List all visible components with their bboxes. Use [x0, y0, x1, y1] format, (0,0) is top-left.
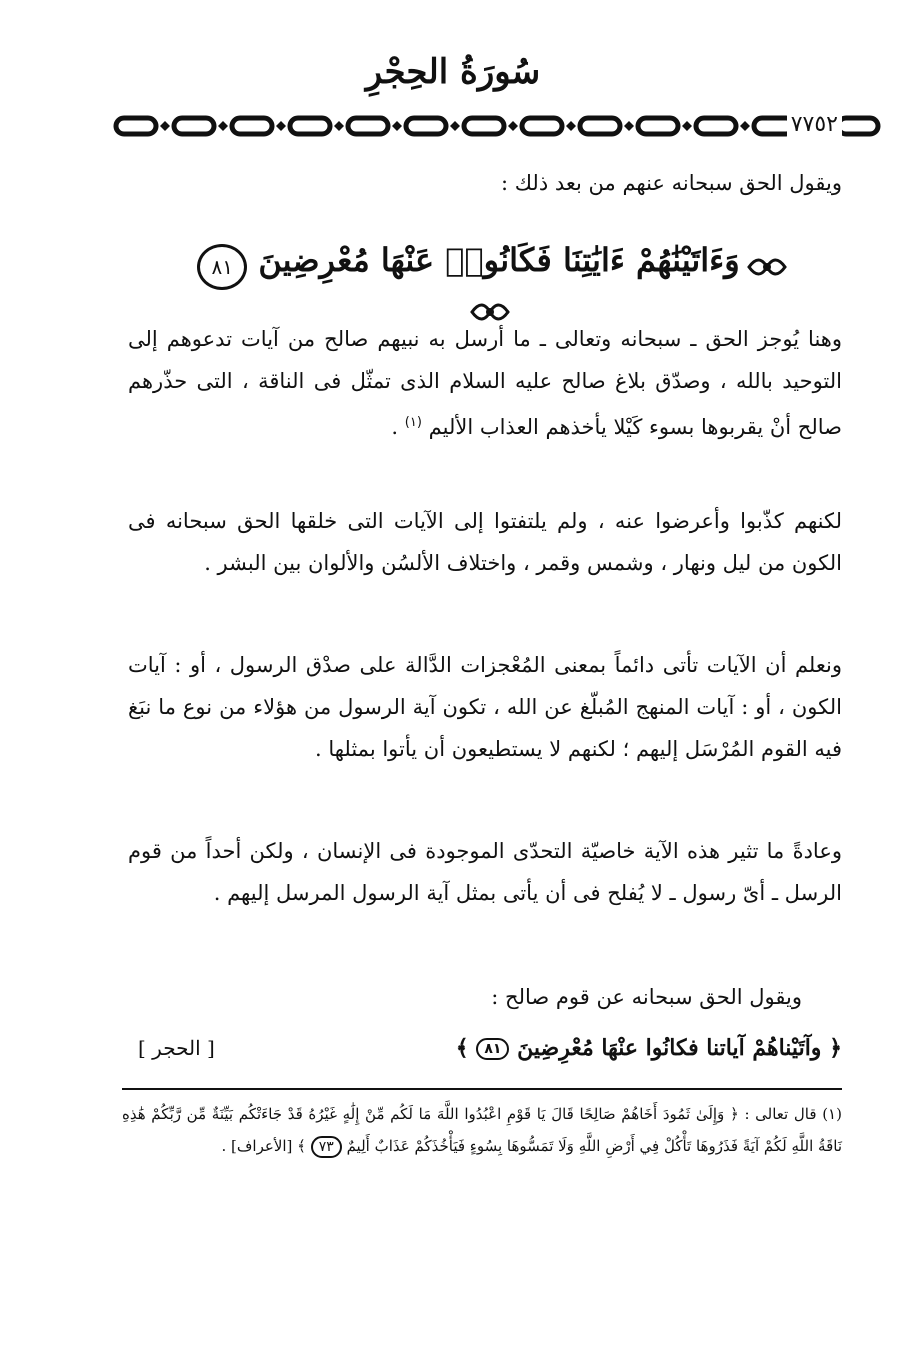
border-oval	[348, 118, 388, 134]
quoted-verse-text: وآتَيْناهُمْ آياتنا فكانُوا عنْهَا مُعْرِضِينَ	[517, 1035, 822, 1061]
quran-verse-block	[180, 228, 800, 292]
border-diamond	[740, 121, 750, 131]
border-diamond	[508, 121, 518, 131]
border-diamond	[392, 121, 402, 131]
quoted-verse-number: ٨١	[476, 1038, 509, 1060]
border-diamond	[450, 121, 460, 131]
border-oval	[116, 118, 156, 134]
border-oval	[522, 118, 562, 134]
border-oval	[174, 118, 214, 134]
border-diamond	[566, 121, 576, 131]
footnote-divider	[122, 1088, 842, 1090]
border-diamond	[276, 121, 286, 131]
border-oval	[232, 118, 272, 134]
border-oval	[406, 118, 446, 134]
footnote-reference-surah: [الأعراف] .	[221, 1137, 293, 1155]
paragraph-3: ونعلم أن الآيات تأتى دائماً بمعنى المُعْجزات الدَّالة على صدْق الرسول ، أو : آيات الكون ، أو : آيات المنهج المُبلّغ عن الله ، تكون آية الرسول من هؤلاء من نوع ما نبَغ فيه القوم المُرْسَل إليهم ؛ لكنهم لا يستطيعون أن يأتوا بمثلها .	[128, 653, 842, 761]
paragraph-2: لكنهم كذّبوا وأعرضوا عنه ، ولم يلتفتوا إلى الآيات التى خلقها الحق سبحانه فى الكون من ليل ونهار ، وشمس وقمر ، واختلاف الألسُن والألوان بين البشر .	[128, 509, 842, 575]
verse-ornament-right-icon	[745, 247, 789, 287]
paragraph-1-text: وهنا يُوجز الحق ـ سبحانه وتعالى ـ ما أرسل به نبيهم صالح من آيات تدعوهم إلى التوحيد بالله ، وصدّق بلاغ صالح عليه السلام الذى تمثّل فى الناقة ، التى حذّرهم صالح أنْ يقربوها بسوء كَيْلا يأخذهم العذاب الأليم	[128, 327, 842, 439]
page-number: ٧٧٥٢	[787, 112, 842, 137]
border-oval	[464, 118, 504, 134]
footnote-lead: قال تعالى :	[744, 1105, 817, 1123]
surah-reference: [ الحجر ]	[138, 1036, 215, 1060]
border-diamond	[334, 121, 344, 131]
border-diamond	[624, 121, 634, 131]
ornamental-border	[112, 108, 882, 144]
intro-line: ويقول الحق سبحانه عنهم من بعد ذلك :	[500, 171, 842, 195]
surah-title: سُورَةُ الحِجْرِ	[365, 52, 541, 92]
verse-text: وَءَاتَيْنَٰهُمْ ءَايَٰتِنَا فَكَانُوا۟ عَنْهَا مُعْرِضِينَ	[258, 241, 740, 279]
footnote	[122, 1098, 842, 1162]
quoted-verse	[456, 1024, 842, 1072]
quote-open-bracket: ﴿	[829, 1035, 842, 1061]
paragraph-1-end: .	[391, 415, 399, 439]
footnote-ayah-number: ٧٣	[311, 1136, 342, 1158]
footnote-number: (١)	[822, 1105, 842, 1123]
border-oval	[290, 118, 330, 134]
footnote-open-bracket: ﴿	[729, 1105, 739, 1123]
border-diamond	[160, 121, 170, 131]
paragraph-4: وعادةً ما تثير هذه الآية خاصيّة التحدّى الموجودة فى الإنسان ، ولكن أحداً من قوم الرسل ـ أىّ رسول ـ لا يُفلح فى أن يأتى بمثل آية الرسول المرسل إليهم .	[128, 839, 842, 905]
paragraph-1	[128, 318, 842, 448]
quote-close-bracket: ﴾	[455, 1035, 469, 1061]
border-oval	[696, 118, 736, 134]
border-oval	[580, 118, 620, 134]
border-oval	[838, 118, 878, 134]
quoted-verse-row	[128, 1024, 842, 1072]
footnote-verse-text: وَإِلَىٰ ثَمُودَ أَخَاهُمْ صَالِحًا قَالَ يَا قَوْمِ اعْبُدُوا اللَّهَ مَا لَكُم مِّنْ إِلَٰهٍ غَيْرُهُ قَدْ جَاءَتْكُم بَيِّنَةٌ مِّن رَّبِّكُمْ هَٰذِهِ نَاقَةُ اللَّهِ لَكُمْ آيَةً فَذَرُوهَا تَأْكُلْ فِي أَرْضِ اللَّهِ وَلَا تَمَسُّوهَا بِسُوءٍ فَيَأْخُذَكُمْ عَذَابٌ أَلِيمٌ	[122, 1105, 842, 1155]
border-oval	[638, 118, 678, 134]
verse-number-badge: ٨١	[197, 244, 247, 290]
footnote-reference: (١)	[404, 415, 422, 430]
header-border	[112, 108, 882, 144]
paragraph-5: ويقول الحق سبحانه عن قوم صالح :	[491, 985, 802, 1009]
border-diamond	[682, 121, 692, 131]
border-diamond	[218, 121, 228, 131]
footnote-close-bracket: ﴾	[297, 1137, 306, 1155]
